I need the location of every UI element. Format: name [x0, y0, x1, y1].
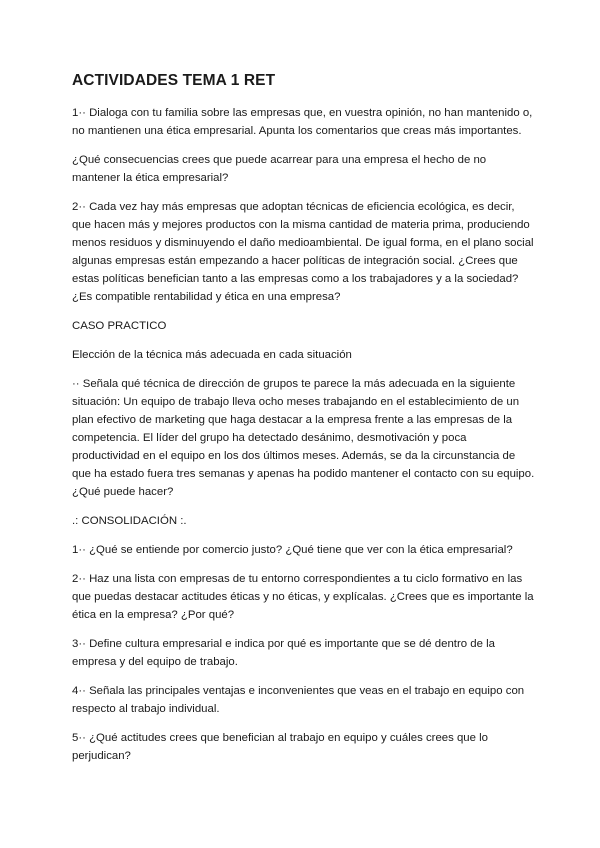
caso-practico-heading: CASO PRACTICO: [72, 320, 167, 332]
consolidacion-item-5: 5·· ¿Qué actitudes crees que benefician al trabajo en equipo y cuáles crees que lo perjudican?: [72, 732, 489, 762]
consolidacion-heading: .: CONSOLIDACIÓN :.: [72, 515, 187, 527]
document-title: ACTIVIDADES TEMA 1 RET: [72, 72, 276, 89]
caso-practico-paragraph: ·· Señala qué técnica de dirección de grupos te parece la más adecuada en la siguiente situación: Un equipo de trabajo lleva ocho meses trabajando en el establecimiento de un plan efectivo de marketing que haga destacar a la empresa frente a las empresas de la competencia. El líder del grupo ha detectado desánimo, desmotivación y poca productividad en el equipo en los dos últimos meses. Además, se da la circunstancia de que ha estado fuera tres semanas y apenas ha podido mantener el contacto con su equipo. ¿Qué puede hacer?: [72, 378, 535, 498]
consolidacion-item-2: 2·· Haz una lista con empresas de tu entorno correspondientes a tu ciclo formativo en las que puedas destacar actitudes éticas y no éticas, y explícalas. ¿Crees que es importante la ética en la empresa? ¿Por qué?: [72, 573, 534, 621]
caso-practico-subtitle: Elección de la técnica más adecuada en cada situación: [72, 349, 352, 361]
activity-1-paragraph: 1·· Dialoga con tu familia sobre las empresas que, en vuestra opinión, no han mantenido o, no mantienen una ética empresarial. Apunta los comentarios que creas más importantes.: [72, 107, 533, 137]
consolidacion-item-4: 4·· Señala las principales ventajas e inconvenientes que veas en el trabajo en equipo con respecto al trabajo individual.: [72, 685, 525, 715]
consolidacion-item-1: 1·· ¿Qué se entiende por comercio justo? ¿Qué tiene que ver con la ética empresarial?: [72, 544, 513, 556]
activity-1-question: ¿Qué consecuencias crees que puede acarrear para una empresa el hecho de no mantener la ética empresarial?: [72, 154, 487, 184]
activity-2-paragraph: 2·· Cada vez hay más empresas que adoptan técnicas de eficiencia ecológica, es decir, que hacen más y mejores productos con la misma cantidad de materia prima, produciendo menos residuos y disminuyendo el daño medioambiental. De igual forma, en el plano social algunas empresas están empezando a hacer políticas de integración social. ¿Crees que estas políticas benefician tanto a las empresas como a los trabajadores y a la sociedad? ¿Es compatible rentabilidad y ética en una empresa?: [72, 201, 534, 303]
consolidacion-item-3: 3·· Define cultura empresarial e indica por qué es importante que se dé dentro de la empresa y del equipo de trabajo.: [72, 638, 495, 668]
